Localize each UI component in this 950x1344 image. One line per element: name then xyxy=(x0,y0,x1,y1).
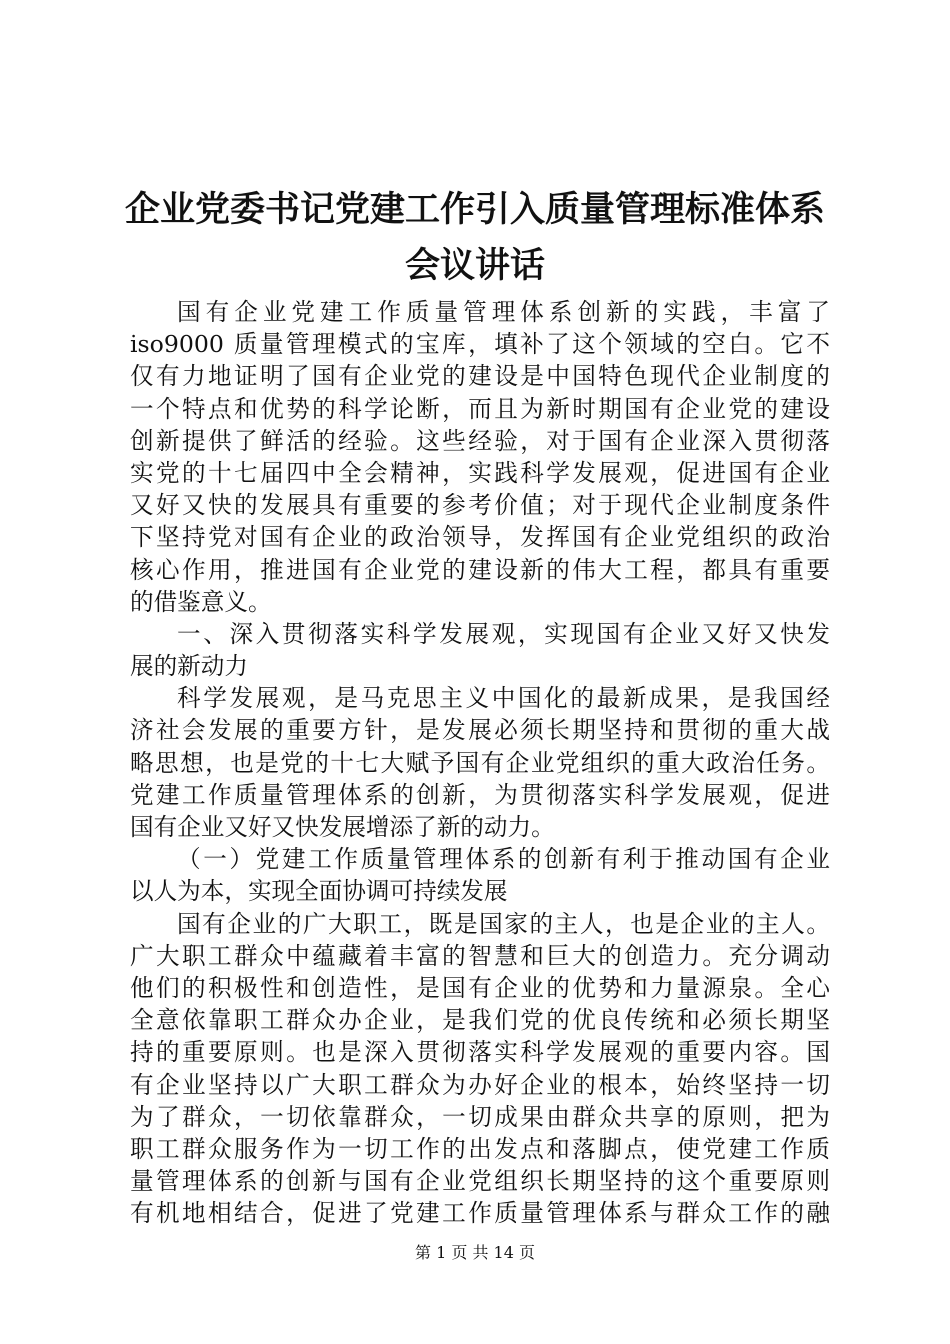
body-text-line: 展的新动力 xyxy=(130,652,248,681)
body-text-line: 他们的积极性和创造性，是国有企业的优势和力量源泉。全心 xyxy=(130,973,830,1002)
body-text-line: iso9000 质量管理模式的宝库，填补了这个领域的空白。它不 xyxy=(130,330,830,359)
body-text-line: （一）党建工作质量管理体系的创新有利于推动国有企业 xyxy=(177,845,830,874)
body-text-line: 实党的十七届四中全会精神，实践科学发展观，促进国有企业 xyxy=(130,458,830,487)
body-text-line: 国有企业党建工作质量管理体系创新的实践，丰富了 xyxy=(177,298,830,326)
body-text-line: 国有企业又好又快发展增添了新的动力。 xyxy=(130,813,555,841)
document-title-line-2: 会议讲话 xyxy=(404,246,545,286)
body-text-line: 有机地相结合，促进了党建工作质量管理体系与群众工作的融 xyxy=(130,1199,830,1228)
document-title-line-1: 企业党委书记党建工作引入质量管理标准体系 xyxy=(124,190,825,230)
body-text-line: 国有企业的广大职工，既是国家的主人，也是企业的主人。 xyxy=(177,909,830,938)
body-text-line: 又好又快的发展具有重要的参考价值；对于现代企业制度条件 xyxy=(130,491,830,520)
body-text-line: 为了群众，一切依靠群众，一切成果由群众共享的原则，把为 xyxy=(130,1102,830,1131)
document-body xyxy=(130,296,830,1229)
body-text-line: 一个特点和优势的科学论断，而且为新时期国有企业党的建设 xyxy=(130,394,830,423)
page-footer: 第 1 页 共 14 页 xyxy=(415,1243,535,1262)
body-text-line: 全意依靠职工群众办企业，是我们党的优良传统和必须长期坚 xyxy=(130,1006,830,1035)
body-text-line: 核心作用，推进国有企业党的建设新的伟大工程，都具有重要 xyxy=(130,555,830,584)
body-text-line: 职工群众服务作为一切工作的出发点和落脚点，使党建工作质 xyxy=(130,1134,830,1163)
body-text-line: 量管理体系的创新与国有企业党组织长期坚持的这个重要原则 xyxy=(130,1167,830,1196)
body-text-line: 广大职工群众中蕴藏着丰富的智慧和巨大的创造力。充分调动 xyxy=(130,941,830,970)
body-text-line: 有企业坚持以广大职工群众为办好企业的根本，始终坚持一切 xyxy=(130,1070,830,1099)
body-text-line: 济社会发展的重要方针，是发展必须长期坚持和贯彻的重大战 xyxy=(130,716,830,745)
body-text-line: 的借鉴意义。 xyxy=(130,587,272,616)
body-text-line: 仅有力地证明了国有企业党的建设是中国特色现代企业制度的 xyxy=(130,362,830,391)
body-text-line: 略思想，也是党的十七大赋予国有企业党组织的重大政治任务。 xyxy=(130,748,830,777)
body-text-line: 党建工作质量管理体系的创新，为贯彻落实科学发展观，促进 xyxy=(130,780,830,809)
body-text-line: 科学发展观，是马克思主义中国化的最新成果，是我国经 xyxy=(177,684,830,713)
body-text-line: 下坚持党对国有企业的政治领导，发挥国有企业党组织的政治 xyxy=(130,523,830,552)
body-text-line: 创新提供了鲜活的经验。这些经验，对于国有企业深入贯彻落 xyxy=(130,426,830,455)
body-text-line: 持的重要原则。也是深入贯彻落实科学发展观的重要内容。国 xyxy=(130,1038,830,1067)
body-text-line: 以人为本，实现全面协调可持续发展 xyxy=(130,877,508,906)
body-text-line: 一、深入贯彻落实科学发展观，实现国有企业又好又快发 xyxy=(177,619,830,648)
